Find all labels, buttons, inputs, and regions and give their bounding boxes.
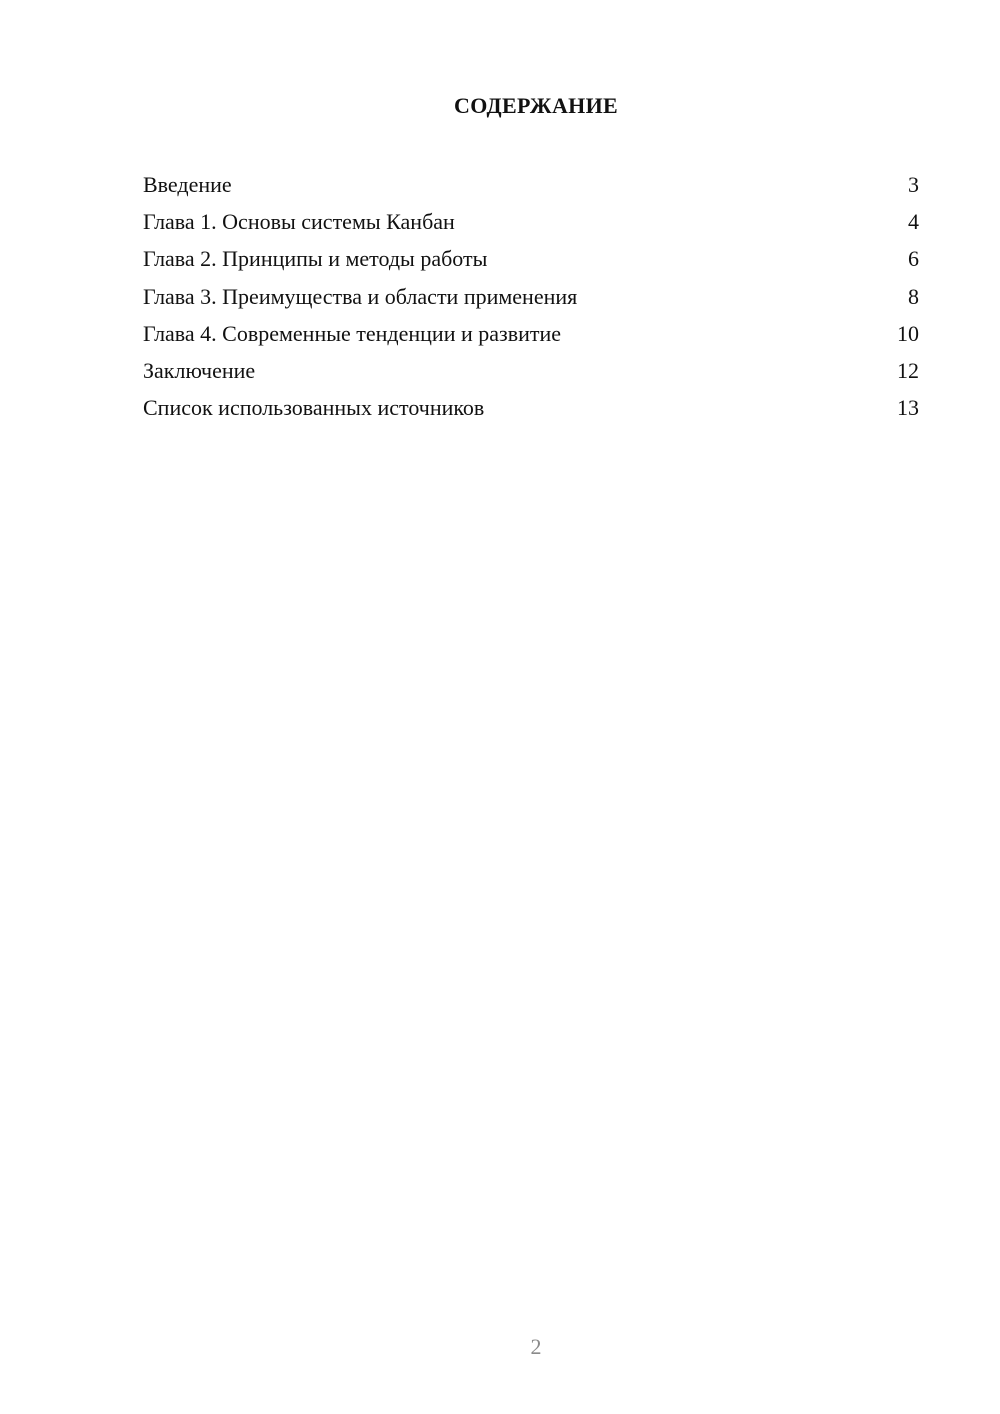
toc-entry-label: Глава 3. Преимущества и области применения [143, 283, 578, 309]
toc-entry-chapter-2 [143, 244, 919, 281]
toc-entry-label: Глава 1. Основы системы Канбан [143, 209, 455, 235]
toc-entry-label: Заключение [143, 357, 256, 383]
toc-entry-page: 13 [897, 395, 919, 421]
toc-entry-chapter-4 [143, 319, 919, 356]
toc-entry-page: 12 [897, 357, 919, 383]
toc-entry-page: 3 [908, 172, 919, 197]
toc-entry-introduction [143, 170, 919, 207]
toc-entry-label: Список использованных источников [143, 395, 485, 421]
toc-entry-chapter-3 [143, 282, 919, 319]
toc-entry-page: 10 [897, 320, 919, 346]
toc-entry-page: 8 [908, 283, 919, 309]
toc-entry-label: Глава 2. Принципы и методы работы [143, 246, 488, 272]
toc-entry-label: Введение [143, 172, 232, 197]
toc-entry-chapter-1 [143, 207, 919, 244]
toc-entry-label: Глава 4. Современные тенденции и развитие [143, 320, 562, 346]
table-of-contents [143, 170, 919, 430]
page-title: СОДЕРЖАНИЕ [454, 93, 618, 118]
toc-entry-page: 4 [908, 209, 919, 235]
toc-entry-references [143, 393, 919, 430]
page-number: 2 [530, 1334, 542, 1359]
toc-entry-conclusion [143, 356, 919, 393]
toc-entry-page: 6 [908, 246, 919, 272]
